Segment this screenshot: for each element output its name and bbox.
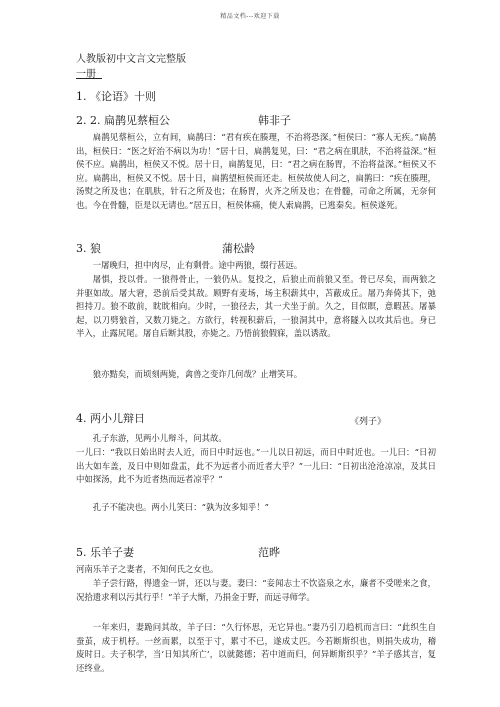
paragraph: 扁鹊见蔡桓公，立有间，扁鹊曰：“君有疾在腠理，不治将恐深。”桓侯曰：“寡人无疾。”扁鹊出，桓侯曰：“医之好治不病以为功！”居十日，扁鹊复见，曰：“君之病在肌肤，不治将益深。”桓侯不应。扁鹊出，桓侯又不悦。居十日，扁鹊复见，曰：“君之病在肠胃，不治将益深。”桓侯又不应。扁鹊出，桓侯又不悦。居十日，扁鹊望桓侯而还走。桓侯故使人问之，扁鹊曰：“疾在腠理，汤熨之所及也；在肌肤，针石之所及也；在肠胃，火齐之所及也；在骨髓，司命之所属，无奈何也。今在骨髓，臣是以无请也。”居五日，桓侯体痛，使人索扁鹊，已逃秦矣。桓侯遂死。	[76, 132, 436, 210]
section-author: 韩非子	[258, 114, 291, 127]
section-title: 两小儿辩日	[90, 412, 145, 425]
section-author: 范晔	[258, 546, 280, 559]
paragraph: 羊子尝行路，得遗金一饼，还以与妻。妻曰：“妾闻志士不饮盗泉之水，廉者不受嗟来之食，况拾遗求利以污其行乎！”羊子大惭，乃捐金于野，而远寻师学。	[76, 578, 436, 602]
paragraph: 狼亦黠矣，而顷刻两毙，禽兽之变诈几何哉？止增笑耳。	[92, 369, 303, 379]
paragraph: 孔子东游，见两小儿辩斗，问其故。	[92, 433, 227, 443]
section-heading-4	[76, 410, 387, 427]
paragraph: 一儿曰：“我以日始出时去人近，而日中时远也。”一儿以日初远，而日中时近也。一儿曰：“日初出大如车盖，及日中则如盘盂，此不为远者小而近者大乎？”一儿曰：“日初出沧沧凉凉，及其日中如探汤，此不为近者热而远者凉乎？”	[76, 447, 436, 485]
section-heading-1	[76, 88, 156, 104]
paragraph: 屠惧，投以骨。一狼得骨止，一狼仍从。复投之，后狼止而前狼又至。骨已尽矣，而两狼之并驱如故。屠大窘，恐前后受其敌。顾野有麦场，场主积薪其中，苫蔽成丘。屠乃奔倚其下，弛担持刀。狼不敢前，眈眈相向。少时，一狼径去，其一犬坐于前。久之，目似瞑，意暇甚。屠暴起，以刀劈狼首，又数刀毙之。方欲行，转视积薪后，一狼洞其中，意将隧入以攻其后也。身已半入，止露尻尾。屠自后断其股，亦毙之。乃悟前狼假寐，盖以诱敌。	[76, 274, 436, 339]
volume-label: 一册	[76, 69, 96, 80]
paragraph: 孔子不能决也。两小儿笑曰：“孰为汝多知乎！”	[92, 502, 269, 512]
section-heading-5	[76, 544, 280, 560]
volume-underline	[76, 78, 102, 79]
document-title: 人教版初中文言文完整版	[76, 54, 186, 65]
section-number: 2. 2.	[76, 114, 101, 127]
section-number: 4.	[76, 412, 87, 425]
paragraph: 河南乐羊子之妻者，不知何氏之女也。	[76, 564, 219, 574]
section-number: 3.	[76, 242, 87, 255]
paragraph: 一屠晚归，担中肉尽，止有剩骨。途中两狼，缀行甚远。	[92, 260, 303, 270]
section-heading-3	[76, 240, 255, 256]
section-title: 扁鹊见蔡桓公	[104, 114, 170, 127]
section-title: 乐羊子妻	[90, 546, 134, 559]
section-heading-2	[76, 112, 291, 128]
section-author: 蒲松龄	[222, 242, 255, 255]
section-title: 狼	[90, 242, 101, 255]
section-title: 《论语》十则	[90, 90, 156, 103]
page-header: 精品文档---欢迎下载	[220, 13, 280, 20]
paragraph: 一年来归，妻跪问其故，羊子曰：“久行怀思，无它异也。”妻乃引刀趋机而言曰：“此织生自蚕茧，成于机杼。一丝而累，以至于寸，累寸不已，遂成丈匹。今若断斯织也，则捐失成功，稽废时日。夫子积学，当‘日知其所亡’，以就懿德；若中道而归，何异断斯织乎？”羊子感其言，复还终业。	[76, 622, 436, 673]
section-author: 《列子》	[350, 417, 387, 427]
section-number: 1.	[76, 90, 87, 103]
section-number: 5.	[76, 546, 87, 559]
